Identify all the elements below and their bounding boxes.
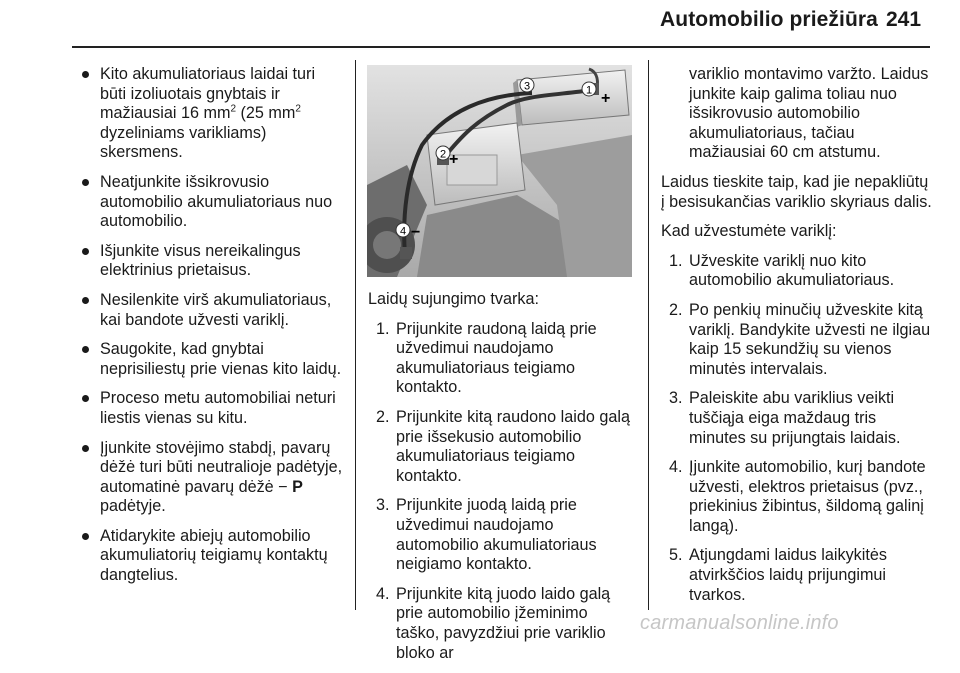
column-divider-left — [355, 60, 356, 610]
svg-text:1: 1 — [585, 84, 593, 97]
dash-symbol: − — [278, 477, 288, 496]
list-item — [661, 252, 933, 291]
paragraph: Laidus tieskite taip, kad jie nepakliūtų į besisukančias variklio skyriaus dalis. — [661, 172, 932, 211]
header-rule — [72, 46, 930, 48]
page-header-title: Automobilio priežiūra — [660, 8, 878, 31]
step-number: 2. — [376, 407, 390, 426]
column-divider-right — [648, 60, 649, 610]
list-item-text: Įjunkite stovėjimo stabdį, pavarų dėžė turi būti neutralioje padėtyje, automatinė pavarų dėžė — [100, 438, 343, 496]
list-item — [76, 439, 344, 517]
list-item-text: (25 mm — [236, 104, 296, 123]
list-item — [661, 458, 933, 536]
list-item-text: padėtyje. — [100, 497, 166, 516]
list-item: Neatjunkite išsikrovusio automobilio akumuliatoriaus nuo automobilio. — [76, 173, 344, 232]
step-text: Paleiskite abu variklius veikti tuščiąja eiga maždaug tris minutes su prijungtais laidais. — [689, 389, 901, 447]
list-item — [661, 301, 933, 379]
list-item — [661, 546, 933, 605]
superscript: 2 — [295, 103, 301, 115]
superscript: 2 — [230, 103, 237, 115]
list-item: Proceso metu automobiliai neturi liestis vienas su kitu. — [76, 389, 344, 428]
plus-sign: + — [601, 90, 611, 107]
start-engine-intro: Kad užvestumėte variklį: — [661, 222, 837, 241]
label-3-badge — [520, 78, 534, 93]
right-column — [661, 65, 933, 615]
list-item: Nesilenkite virš akumuliatoriaus, kai bandote užvesti variklį. — [76, 291, 344, 330]
step-text: Įjunkite automobilio, kurį bandote užvesti, elektros prietaisus (pvz., priekinius žibintus, šildomą galinį langą). — [689, 458, 926, 535]
list-item: Atidarykite abiejų automobilio akumuliatorių teigiamų kontaktų dangtelius. — [76, 527, 344, 586]
step-text: Prijunkite kitą raudono laido galą prie išsekusio automobilio akumuliatoriaus teigiamo kontakto. — [396, 407, 630, 485]
step-number: 3. — [376, 496, 390, 515]
label-2-badge — [436, 146, 450, 161]
step-text: Po penkių minučių užveskite kitą variklį. Bandykite užvesti ne ilgiau kaip 15 sekundžių su vienos minutės intervalais. — [689, 300, 931, 378]
watermark: carmanualsonline.info — [640, 612, 839, 634]
list-item — [76, 65, 344, 163]
minus-sign: − — [411, 224, 421, 241]
step-text: Prijunkite raudoną laidą prie užvedimui naudojamo akumuliatoriaus teigiamo kontakto. — [396, 319, 597, 397]
list-item — [368, 585, 634, 663]
label-4-badge — [396, 223, 410, 238]
precautions-list — [76, 65, 344, 586]
step-number: 4. — [669, 458, 683, 477]
plus-sign: + — [449, 151, 459, 168]
list-item — [661, 389, 933, 448]
list-item — [368, 496, 634, 574]
list-item: Saugokite, kad gnybtai neprisiliestų prie vienas kito laidų. — [76, 340, 344, 379]
list-item — [368, 408, 634, 486]
step-text: Užveskite variklį nuo kito automobilio akumuliatoriaus. — [689, 251, 895, 290]
label-1-badge — [582, 82, 596, 97]
step-number: 4. — [376, 584, 390, 603]
middle-column — [368, 290, 634, 673]
connection-intro: Laidų sujungimo tvarka: — [368, 290, 539, 308]
continued-step-text: variklio montavimo varžto. Laidus junkite kaip galima toliau nuo išsikrovusio automobilio akumuliatoriaus, tačiau mažiausiai 60 cm atstumu. — [689, 65, 929, 162]
step-number: 2. — [669, 300, 683, 319]
step-number: 1. — [669, 251, 683, 270]
svg-text:2: 2 — [439, 148, 447, 161]
connection-steps — [368, 320, 634, 664]
gear-position-p: P — [292, 477, 303, 496]
engine-bay-illustration — [367, 65, 632, 277]
left-column — [76, 65, 344, 596]
list-item: Išjunkite visus nereikalingus elektrinius prietaisus. — [76, 242, 344, 281]
svg-text:3: 3 — [523, 80, 531, 93]
svg-text:4: 4 — [399, 225, 407, 238]
step-number: 3. — [669, 389, 683, 408]
jump-start-photo — [367, 65, 632, 277]
list-item-text: Kito akumuliatoriaus laidai turi būti izoliuotais gnybtais ir mažiausiai 16 mm — [100, 65, 316, 123]
step-text: Prijunkite kitą juodo laido galą prie automobilio įžeminimo taško, pavyzdžiui prie variklio bloko ar — [396, 584, 611, 662]
step-number: 1. — [376, 319, 390, 338]
list-item — [368, 320, 634, 398]
step-number: 5. — [669, 546, 683, 565]
step-text: Atjungdami laidus laikykitės atvirkščios laidų prijungimui tvarkos. — [689, 546, 887, 604]
list-item-text: dyzeliniams varikliams) skersmens. — [100, 123, 267, 162]
page-number: 241 — [886, 8, 922, 31]
start-steps — [661, 252, 933, 606]
step-text: Prijunkite juodą laidą prie užvedimui naudojamo automobilio akumuliatoriaus neigiamo kontakto. — [396, 496, 597, 574]
